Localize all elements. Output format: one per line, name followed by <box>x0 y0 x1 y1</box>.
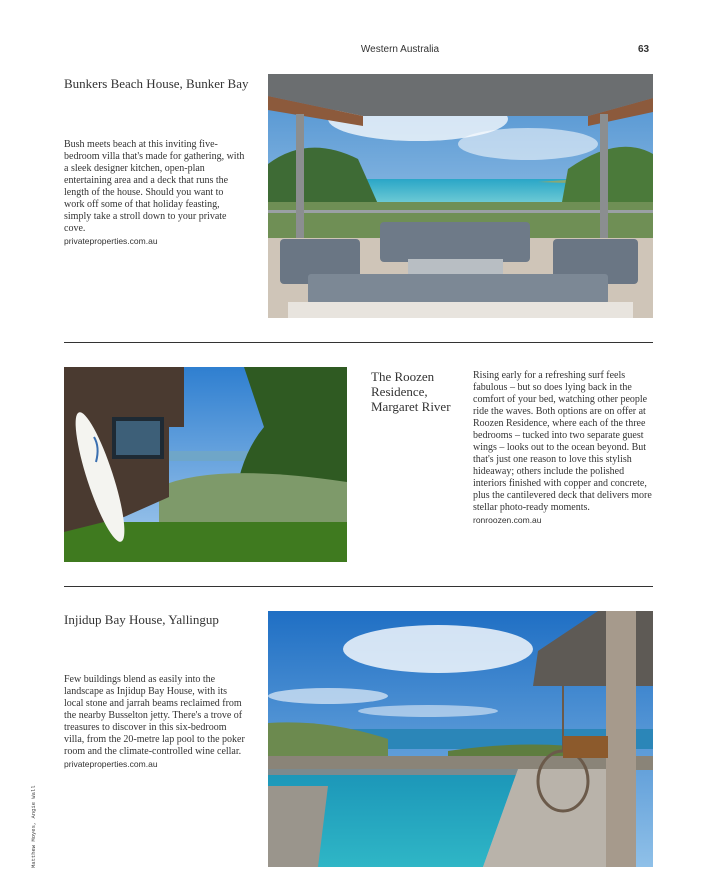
listing-url-roozen[interactable]: ronroozen.com.au <box>473 515 542 525</box>
listing-body-injidup: Few buildings blend as easily into the landscape as Injidup Bay House, with its local stone and jarrah beams reclaimed from the nearby Busselton jetty. There's a trove of treasures to discover in this six-bedroom villa, from the 20-metre lap pool to the poker room and the climate-controlled wine cellar. <box>64 674 245 757</box>
listing-url-bunkers[interactable]: privateproperties.com.au <box>64 236 158 246</box>
listing-url-injidup[interactable]: privateproperties.com.au <box>64 759 158 769</box>
divider-2 <box>64 586 653 587</box>
listing-title-roozen: The Roozen Residence, Margaret River <box>371 369 451 414</box>
listing-roozen <box>473 370 653 525</box>
photo-injidup-bay-house <box>268 611 653 867</box>
divider-1 <box>64 342 653 343</box>
section-title: Western Australia <box>360 44 440 55</box>
listing-title-bunkers: Bunkers Beach House, Bunker Bay <box>64 76 249 91</box>
listing-body-roozen: Rising early for a refreshing surf feels fabulous – but so does lying back in the comfort of your bed, watching other people ride the waves. Both options are on offer at Roozen Residence, where each of the three bedrooms – tucked into two separate guest wings – looks out to the ocean beyond. But that's just one reason to love this stylish hideaway; others include the polished interiors finished with copper and concrete, plus the cantilevered deck that delivers more stellar photo-ready moments. <box>473 370 652 513</box>
photo-credit-text: Matthew Moyes, Angie Wall <box>30 785 37 868</box>
photo-bunkers-beach-house <box>268 74 653 318</box>
page-number: 63 <box>638 44 650 55</box>
listing-injidup <box>64 674 246 769</box>
photo-credit <box>30 768 42 868</box>
listing-body-bunkers: Bush meets beach at this inviting five-bedroom villa that's made for gathering, with a sleek designer kitchen, open-plan entertaining area and a deck that runs the length of the house. Should you want to work off some of that holiday feasting, simply take a stroll down to your private cove. <box>64 139 245 234</box>
listing-title-injidup: Injidup Bay House, Yallingup <box>64 612 219 627</box>
photo-roozen-residence <box>64 367 347 562</box>
listing-bunkers <box>64 139 246 246</box>
